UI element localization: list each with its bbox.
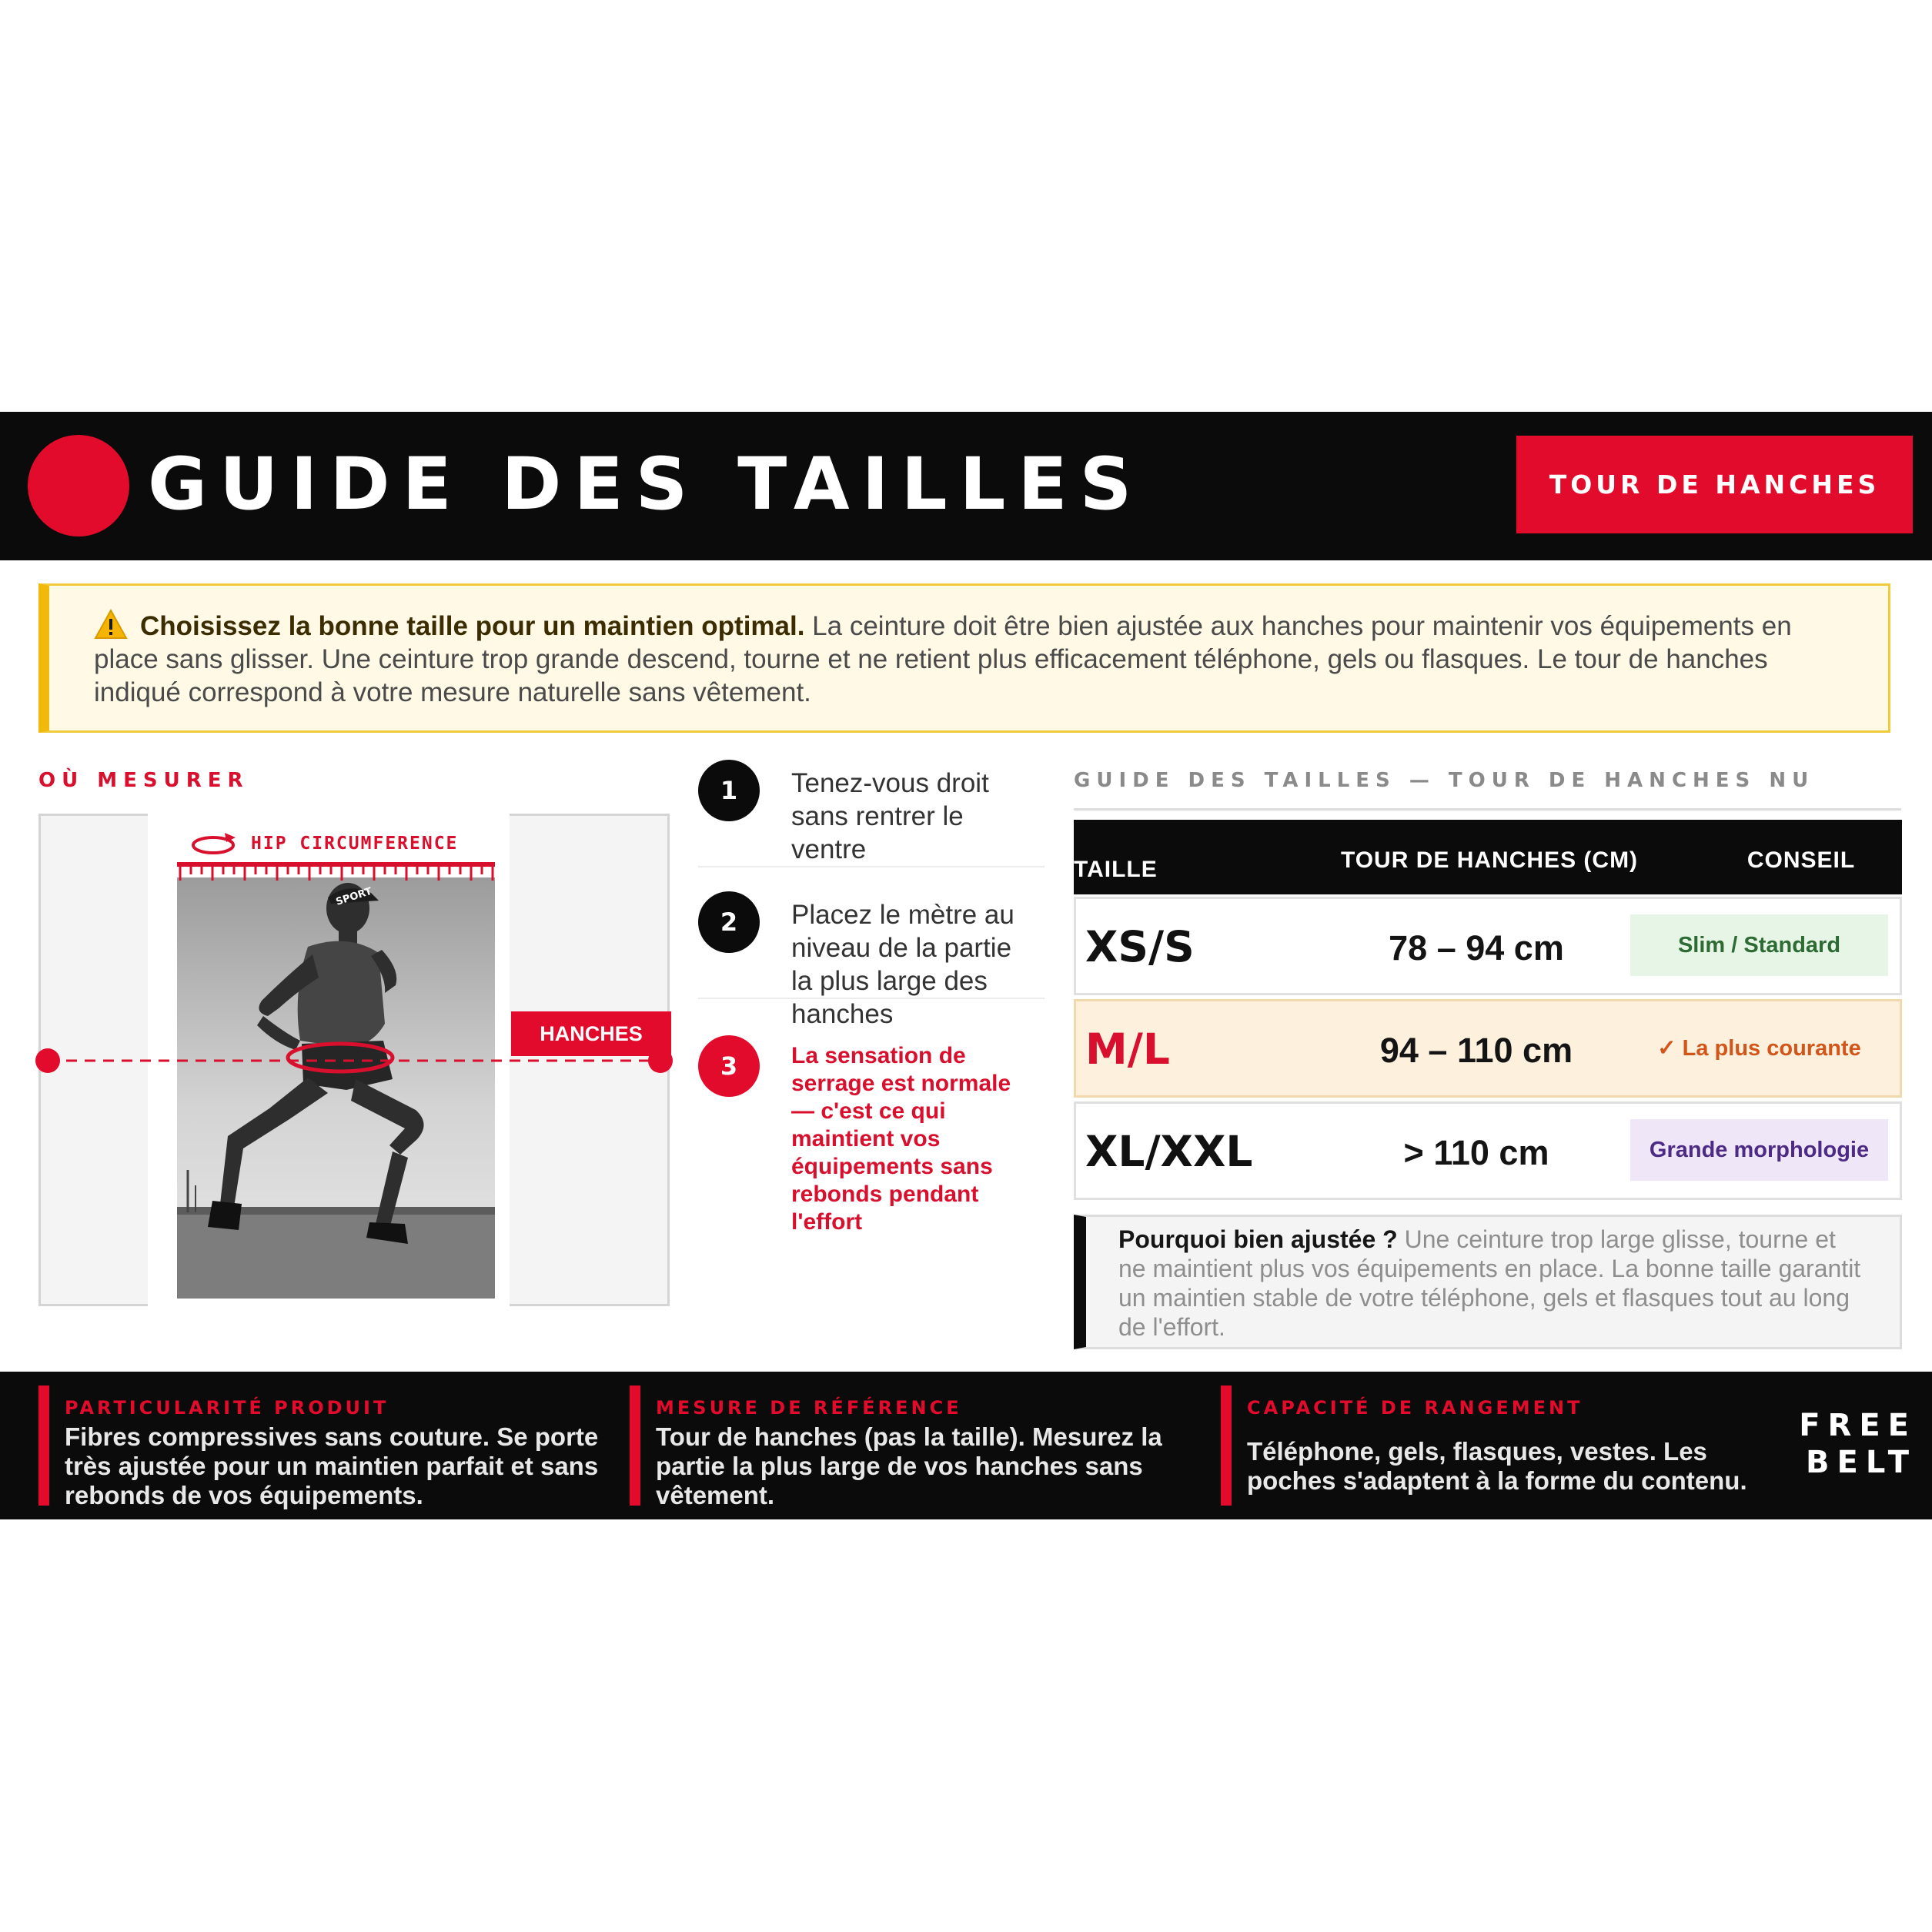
brand-logo [1793,1407,1917,1481]
measure-point-left [35,1048,60,1073]
where-to-measure-label: OÙ MESURER [38,769,249,792]
size-label: M/L [1085,1024,1170,1074]
hips-label: HANCHES [511,1011,671,1056]
step-3-number: 3 [698,1035,760,1097]
size-table-header [1074,820,1902,894]
size-row-m-l [1074,999,1902,1098]
header-hip: TOUR DE HANCHES (CM) [1340,847,1639,873]
footer-accent-bar [38,1385,49,1506]
brand-line-2: BELT [1806,1445,1917,1480]
footer-accent-bar [1221,1385,1232,1506]
size-table-rule [1074,808,1901,811]
footer-capacity-label: CAPACITÉ DE RANGEMENT [1247,1397,1583,1419]
size-table-label: GUIDE DES TAILLES — TOUR DE HANCHES NU [1074,769,1815,792]
hip-range: 94 – 110 cm [1379,1031,1573,1070]
step-2-text: Placez le mètre au niveau de la partie la plus large des hanches [791,900,1014,1029]
hip-circumference-caption: HIP CIRCUMFERENCE [251,834,459,854]
footer-capacity-text: Téléphone, gels, flasques, vestes. Les poches s'adaptent à la forme du contenu. [1247,1437,1747,1495]
size-label: XL/XXL [1085,1127,1253,1176]
hip-range: 78 – 94 cm [1389,928,1564,968]
size-row-xl-xxl [1074,1101,1902,1200]
brand-line-1: FREE [1799,1408,1917,1443]
notice-heading: Choisissez la bonne taille pour un maintien optimal. [140,611,805,641]
advice-badge: Slim / Standard [1630,914,1888,976]
warning-icon [94,609,128,640]
step-2-number: 2 [698,891,760,953]
runner-photo [177,862,495,1299]
step-3-text: La sensation de serrage est normale — c'est ce qui maintient vos équipements sans rebonds pendant l'effort [791,1043,1011,1235]
step-1-text: Tenez-vous droit sans rentrer le ventre [791,768,989,864]
fit-notice [38,583,1890,733]
footer-reference-text: Tour de hanches (pas la taille). Mesurez la partie la plus large de vos hanches sans vêtement. [656,1422,1162,1509]
why-fit-note [1074,1215,1902,1349]
footer-accent-bar [630,1385,640,1506]
rotate-arrow-icon [189,830,237,857]
size-row-xs-s [1074,897,1902,995]
size-label: XS/S [1085,922,1195,971]
notice-text: La ceinture doit être bien ajustée aux hanches pour maintenir vos équipements en place sans glisser. Une ceinture trop grande descend, tourne et ne retient plus efficacement téléphone, gels ou flasques. Le tour de hanches indiqué correspond à votre mesure naturelle sans vêtement. [94,611,1792,707]
why-heading: Pourquoi bien ajustée ? [1118,1225,1398,1253]
footer-product-label: PARTICULARITÉ PRODUIT [65,1397,389,1419]
footer-product-text: Fibres compressives sans couture. Se porte très ajustée pour un maintien parfait et sans rebonds de vos équipements. [65,1422,599,1509]
hip-measure-badge: TOUR DE HANCHES [1516,436,1913,533]
hip-range: > 110 cm [1403,1133,1549,1172]
step-divider [698,866,1045,867]
cap-brand-text: SPORT [334,885,374,908]
red-dot-logo [28,435,129,536]
advice-badge: ✓ La plus courante [1657,1035,1861,1061]
why-text: Une ceinture trop large glisse, tourne et ne maintient plus vos équipements en place. La bonne taille garantit un maintien stable de votre téléphone, gels et flasques tout au long de l'effort. [1118,1225,1861,1341]
header-size: TAILLE [1074,857,1158,882]
step-1-number: 1 [698,760,760,821]
step-divider [698,998,1045,999]
footer-reference-label: MESURE DE RÉFÉRENCE [656,1397,962,1419]
header-advice: CONSEIL [1746,847,1856,873]
advice-badge: Grande morphologie [1630,1119,1888,1181]
page-title: GUIDE DES TAILLES [148,443,1145,526]
